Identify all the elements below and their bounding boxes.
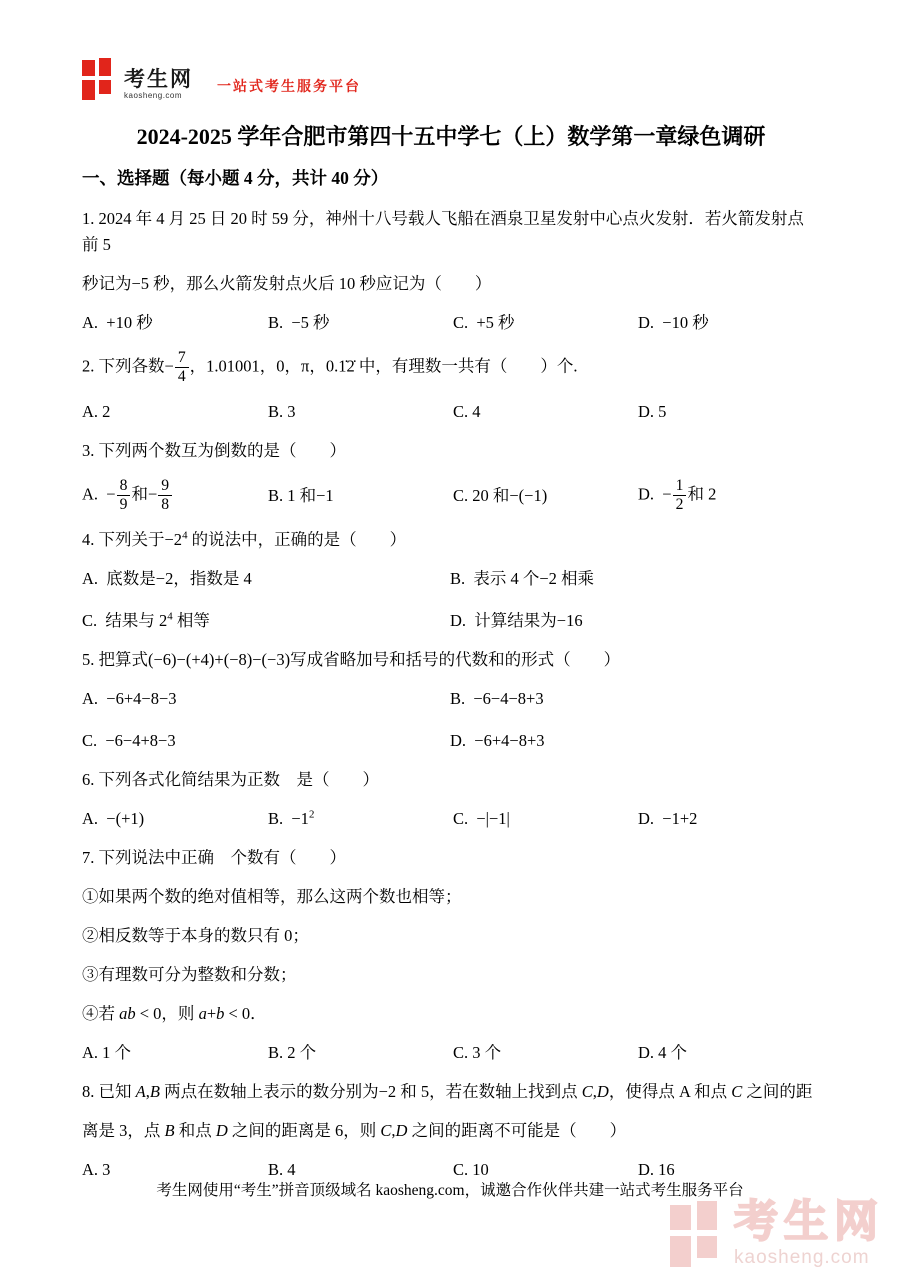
questions <box>82 206 820 1183</box>
question-4-option-B: B. 表示 4 个−2 相乘 <box>450 569 595 589</box>
question-7-option-B: B. 2 个 <box>268 1043 317 1063</box>
question-7-line-3: ②相反数等于本身的数只有 0； <box>82 926 309 946</box>
question-3-options <box>82 477 820 514</box>
question-4 <box>82 527 820 634</box>
logo-text-block <box>124 69 193 100</box>
question-2-line-1: 2. 下列各数− $\frac{7}{4}$ ，1.01001，0，π，0.1̇2̇ 中，有理数一共有（ ）个. <box>82 349 578 386</box>
question-4-options <box>82 566 820 634</box>
question-5-option-A: A. −6+4−8−3 <box>82 689 177 709</box>
logo-tagline: 一站式考生服务平台 <box>217 78 361 94</box>
question-2-option-C: C. 4 <box>453 402 481 422</box>
question-4-option-A: A. 底数是−2，指数是 4 <box>82 569 252 589</box>
question-6-option-C: C. −|−1| <box>453 809 510 829</box>
question-2-option-D: D. 5 <box>638 402 667 422</box>
question-7-line-5: ④若 ab < 0，则 a+b < 0． <box>82 1004 267 1024</box>
question-2-options <box>82 399 820 425</box>
question-8-option-D: D. 16 <box>638 1160 675 1180</box>
question-1-option-C: C. +5 秒 <box>453 313 515 332</box>
question-7 <box>82 845 820 1066</box>
question-8 <box>82 1079 820 1183</box>
question-6-options <box>82 806 820 832</box>
question-5-option-D: D. −6+4−8+3 <box>450 731 545 751</box>
question-7-line-4: ③有理数可分为整数和分数； <box>82 965 297 985</box>
question-1-option-B: B. −5 秒 <box>268 313 330 332</box>
question-7-option-A: A. 1 个 <box>82 1043 132 1063</box>
question-3-option-B: B. 1 和−1 <box>268 485 334 505</box>
question-7-option-D: D. 4 个 <box>638 1043 688 1063</box>
section-heading: 一、选择题（每小题 4 分，共计 40 分） <box>82 168 389 188</box>
watermark <box>670 1197 884 1268</box>
question-5-line-1: 5. 把算式(−6)−(+4)+(−8)−(−3)写成省略加号和括号的代数和的形式（ ） <box>82 650 621 670</box>
question-1-line-2: 秒记为−5 秒，那么火箭发射点火后 10 秒应记为（ ） <box>82 274 492 293</box>
question-6-option-A: A. −(+1) <box>82 809 145 829</box>
question-2 <box>82 349 820 425</box>
question-7-options <box>82 1040 820 1066</box>
question-1-option-D: D. −10 秒 <box>638 313 709 332</box>
question-5 <box>82 647 820 754</box>
question-7-option-C: C. 3 个 <box>453 1043 502 1063</box>
watermark-domain: kaosheng.com <box>734 1247 870 1268</box>
watermark-text-block <box>734 1197 884 1268</box>
question-1-options <box>82 310 820 336</box>
question-1 <box>82 206 820 336</box>
logo-domain: kaosheng.com <box>124 91 183 100</box>
question-6-line-1: 6. 下列各式化简结果为正数 是（ ） <box>82 770 379 790</box>
question-8-line-2: 离是 3，点 B 和点 D 之间的距离是 6，则 C,D 之间的距离不可能是（ ） <box>82 1121 627 1141</box>
question-8-option-A: A. 3 <box>82 1160 111 1180</box>
footer-text: 考生网使用“考生”拼音顶级域名 kaosheng.com，诚邀合作伙伴共建一站式考生服务平台 <box>156 1182 744 1199</box>
kaosheng-logo-icon <box>82 58 114 100</box>
question-1-option-A: A. +10 秒 <box>82 313 153 332</box>
question-8-option-C: C. 10 <box>453 1160 489 1180</box>
question-6-option-B: B. $-1^2$ <box>268 808 315 829</box>
page-title: 2024-2025 学年合肥市第四十五中学七（上）数学第一章绿色调研 <box>136 124 766 149</box>
question-3 <box>82 438 820 514</box>
question-1-line-1: 1. 2024 年 4 月 25 日 20 时 59 分，神州十八号载人飞船在酒泉卫星发射中心点火发射．若火箭发射点前 5 <box>82 209 804 254</box>
question-4-line-1: 4. 下列关于$-2^4$ 的说法中，正确的是（ ） <box>82 529 407 550</box>
header-logo <box>82 54 820 100</box>
question-4-option-D: D. 计算结果为−16 <box>450 611 583 631</box>
question-6-option-D: D. −1+2 <box>638 809 698 829</box>
question-7-line-2: ①如果两个数的绝对值相等，那么这两个数也相等； <box>82 887 462 907</box>
logo-name: 考生网 <box>124 68 193 91</box>
question-5-options <box>82 686 820 754</box>
question-3-option-C: C. 20 和−(−1) <box>453 485 548 505</box>
question-5-option-C: C. −6−4+8−3 <box>82 731 176 751</box>
watermark-name: 考生网 <box>734 1197 884 1246</box>
question-2-option-A: A. 2 <box>82 402 111 422</box>
question-2-option-B: B. 3 <box>268 402 296 422</box>
question-8-line-1: 8. 已知 A,B 两点在数轴上表示的数分别为−2 和 5，若在数轴上找到点 C,D，使得点 A 和点 C 之间的距 <box>82 1082 813 1102</box>
question-4-option-C: C. 结果与 $2^4$ 相等 <box>82 610 210 631</box>
question-7-line-1: 7. 下列说法中正确 个数有（ ） <box>82 848 346 868</box>
question-3-option-D: D. − $\frac{1}{2}$ 和 2 <box>638 477 717 514</box>
kaosheng-watermark-icon <box>670 1201 722 1267</box>
question-5-option-B: B. −6−4−8+3 <box>450 689 544 709</box>
question-3-option-A: A. − $\frac{8}{9}$ 和− $\frac{9}{8}$ <box>82 477 268 514</box>
question-8-option-B: B. 4 <box>268 1160 296 1180</box>
question-3-line-1: 3. 下列两个数互为倒数的是（ ） <box>82 441 346 461</box>
question-6 <box>82 767 820 832</box>
